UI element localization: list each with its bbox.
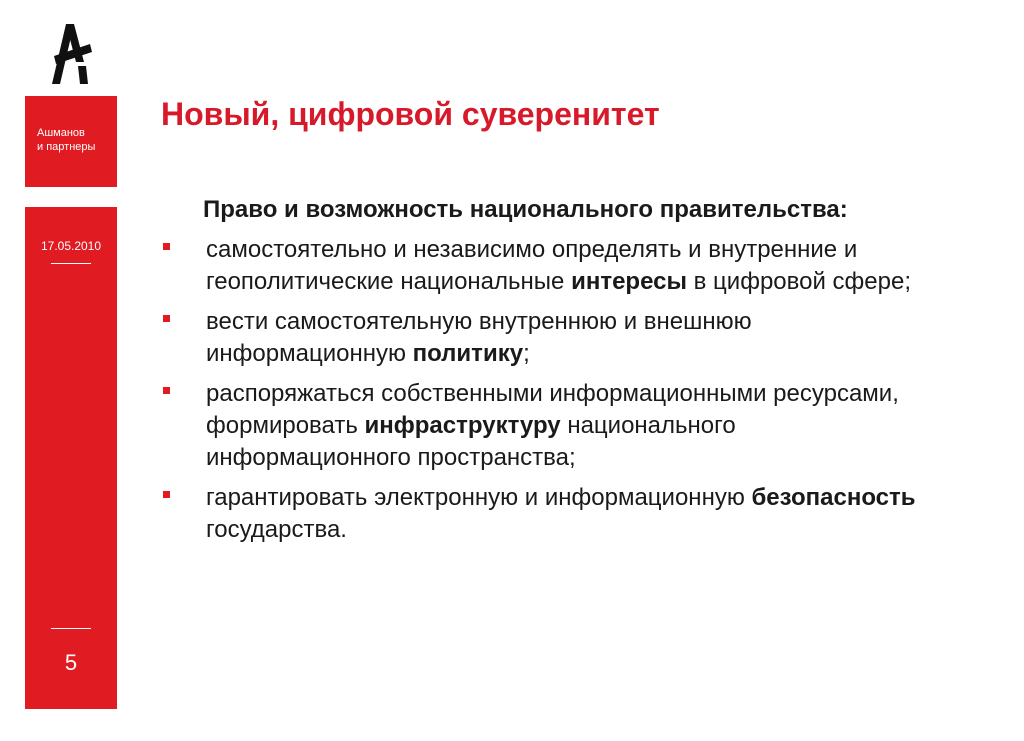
- bullet-keyword: политику: [412, 340, 524, 367]
- list-item: [157, 482, 917, 546]
- bullet-text: распоряжаться собственными информационными ресурсами, формировать: [206, 380, 899, 439]
- brand-name-line1: Ашманов: [37, 127, 85, 139]
- sidebar: [25, 207, 117, 709]
- list-item: [157, 234, 917, 298]
- slide-title: Новый, цифровой суверенитет: [161, 96, 660, 132]
- bullet-text-end: ;: [523, 340, 530, 367]
- slide-date: 17.05.2010: [40, 239, 102, 253]
- bullet-square-icon: [163, 315, 170, 322]
- bullet-text-end: в цифровой сфере;: [686, 268, 911, 295]
- bullet-square-icon: [163, 387, 170, 394]
- slide-content: [157, 194, 917, 554]
- date-divider: [51, 263, 91, 264]
- bullet-text: гарантировать электронную и информационную: [206, 484, 752, 511]
- brand-name-line2: и партнеры: [37, 141, 96, 153]
- bullet-text: вести самостоятельную внутреннюю и внешнюю информационную: [206, 308, 752, 367]
- intro-text: Право и возможность национального правительства:: [203, 196, 848, 223]
- page-number: 5: [64, 650, 78, 675]
- brand-box: [25, 96, 117, 187]
- bullet-text-end: национального информационного пространства;: [206, 412, 736, 471]
- bullet-text: самостоятельно и независимо определять и внутренние и геополитические национальные: [206, 236, 858, 295]
- bullet-square-icon: [163, 243, 170, 250]
- bullet-keyword: безопасность: [751, 484, 916, 511]
- page-divider: [51, 628, 91, 629]
- ashmanov-logo-icon: [44, 22, 94, 84]
- list-item: [157, 378, 917, 474]
- bullet-keyword: интересы: [571, 268, 687, 295]
- bullet-keyword: инфраструктуру: [364, 412, 561, 439]
- bullet-list: [157, 234, 917, 546]
- bullet-square-icon: [163, 491, 170, 498]
- list-item: [157, 306, 917, 370]
- bullet-text-end: государства.: [206, 516, 347, 543]
